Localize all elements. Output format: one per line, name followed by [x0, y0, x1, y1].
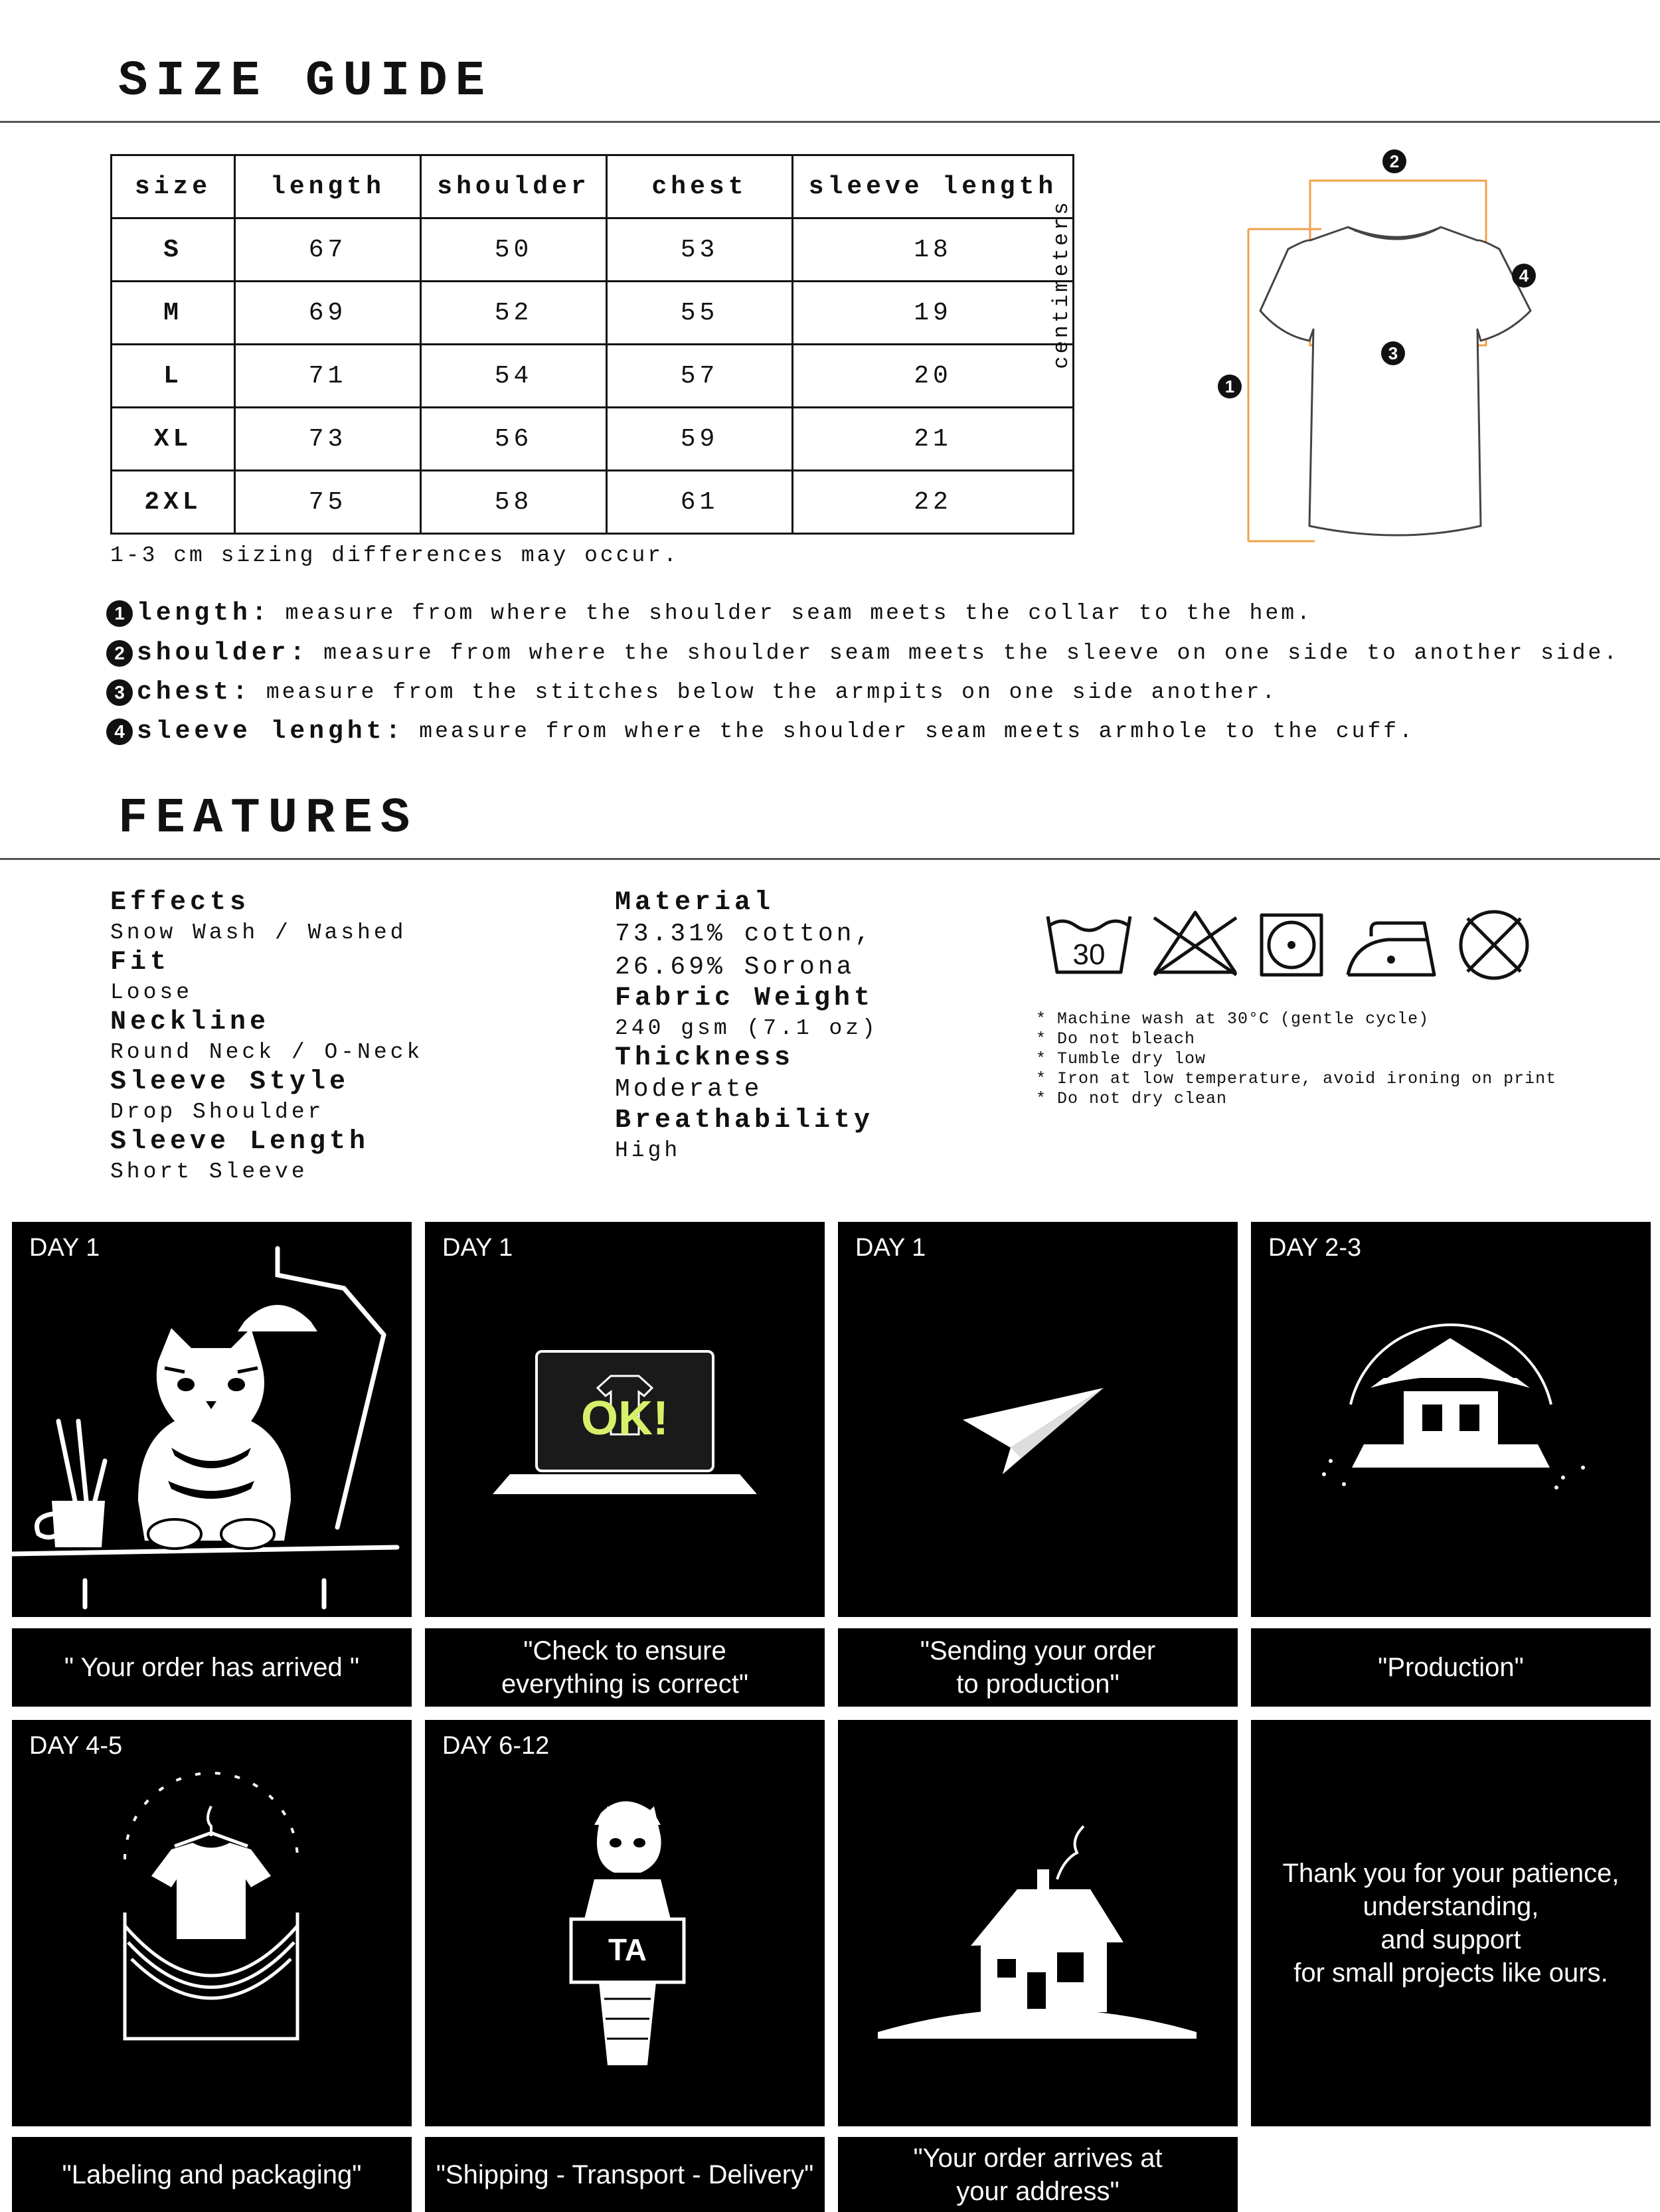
number-badge: 4 [106, 719, 133, 745]
cell-length: 71 [235, 345, 421, 408]
feature-value: Snow Wash / Washed [110, 920, 407, 945]
features-right-column [615, 889, 878, 1166]
feature-label: Thickness [615, 1043, 795, 1073]
number-badge: 1 [106, 600, 133, 627]
tshirt-diagram-icon [1208, 139, 1554, 551]
no-dry-clean-icon [1461, 912, 1527, 978]
table-row [112, 408, 1074, 471]
feature-value: Moderate [615, 1075, 763, 1104]
diagram-marker-1: 1 [1224, 377, 1235, 396]
cell-shoulder: 56 [421, 408, 607, 471]
size-table [110, 154, 1074, 535]
measurement-term: chest: [137, 678, 252, 707]
ok-text: OK! [581, 1392, 669, 1445]
feature-label: Sleeve Style [110, 1067, 350, 1097]
feature-label: Sleeve Length [110, 1127, 370, 1157]
cell-chest: 57 [607, 345, 793, 408]
cell-size: L [112, 345, 235, 408]
cell-chest: 61 [607, 471, 793, 534]
divider [0, 858, 1660, 860]
measurement-text: measure from where the shoulder seam meets the collar to the hem. [285, 601, 1313, 626]
feature-value: 240 gsm (7.1 oz) [615, 1016, 878, 1041]
feature-label: Material [615, 888, 775, 918]
care-item: * Tumble dry low [1036, 1049, 1206, 1068]
cell-size: XL [112, 408, 235, 471]
cell-shoulder: 58 [421, 471, 607, 534]
cat-at-desk-icon [12, 1222, 412, 1617]
cell-sleeve: 22 [793, 471, 1074, 534]
measurement-shoulder [106, 639, 1619, 667]
timeline-step-3 [838, 1222, 1238, 1617]
measurement-text: measure from the stitches below the armpits on one side another. [266, 680, 1278, 705]
table-header-row [112, 155, 1074, 218]
house-icon [838, 1720, 1238, 2126]
day-label: DAY 4-5 [29, 1732, 123, 1760]
cell-shoulder: 50 [421, 218, 607, 282]
measurement-text: measure from where the shoulder seam meets armhole to the cuff. [419, 719, 1415, 744]
header-shoulder: shoulder [421, 155, 607, 218]
header-size: size [112, 155, 235, 218]
cell-chest: 55 [607, 282, 793, 345]
pagoda-icon [1251, 1222, 1651, 1617]
laptop-ok-icon [425, 1222, 825, 1617]
cell-size: S [112, 218, 235, 282]
cell-shoulder: 54 [421, 345, 607, 408]
day-label: DAY 2-3 [1268, 1234, 1362, 1262]
feature-value: Short Sleeve [110, 1159, 308, 1184]
caption-step-3: "Sending your order to production" [838, 1628, 1238, 1707]
day-label: DAY 6-12 [442, 1732, 550, 1760]
caption-step-1: " Your order has arrived " [12, 1628, 412, 1707]
care-item: * Iron at low temperature, avoid ironing on print [1036, 1069, 1557, 1088]
measurement-sleeve [106, 717, 1415, 746]
cell-shoulder: 52 [421, 282, 607, 345]
measurement-text: measure from where the shoulder seam meets the sleeve on one side to another side. [323, 641, 1620, 665]
table-row [112, 471, 1074, 534]
tshirt-hanger-icon [12, 1720, 412, 2126]
table-row [112, 282, 1074, 345]
features-left-column [110, 889, 423, 1187]
paper-plane-icon [838, 1222, 1238, 1617]
box-logo-text: TA [608, 1932, 647, 1967]
feature-value: Drop Shoulder [110, 1100, 325, 1124]
care-instructions [1036, 1009, 1556, 1109]
care-item: * Machine wash at 30°C (gentle cycle) [1036, 1009, 1430, 1029]
cell-size: 2XL [112, 471, 235, 534]
iron-low-icon [1348, 923, 1434, 975]
cell-size: M [112, 282, 235, 345]
divider [0, 121, 1660, 123]
caption-step-4: "Production" [1251, 1628, 1651, 1707]
diagram-marker-4: 4 [1519, 266, 1529, 286]
number-badge: 3 [106, 679, 133, 706]
caption-step-7: "Your order arrives at your address" [838, 2137, 1238, 2212]
thank-you-panel [1251, 1720, 1651, 2126]
features-title: FEATURES [118, 791, 418, 847]
thank-you-text: Thank you for your patience, understanding, and support for small projects like ours. [1282, 1859, 1619, 1988]
feature-value: 26.69% Sorona [615, 953, 855, 981]
measurement-term: length: [137, 599, 271, 628]
feature-value: Loose [110, 980, 193, 1005]
measurement-length [106, 599, 1313, 628]
wash-temp-label: 30 [1072, 938, 1106, 971]
measurement-term: sleeve lenght: [137, 717, 405, 746]
timeline-step-5 [12, 1720, 412, 2126]
timeline-step-2 [425, 1222, 825, 1617]
feature-label: Fabric Weight [615, 983, 874, 1013]
caption-step-5: "Labeling and packaging" [12, 2137, 412, 2212]
timeline-step-7 [838, 1720, 1238, 2126]
number-badge: 2 [106, 640, 133, 667]
diagram-marker-3: 3 [1388, 343, 1398, 363]
feature-value: High [615, 1138, 681, 1163]
cell-sleeve: 20 [793, 345, 1074, 408]
feature-value: 73.31% cotton, [615, 920, 874, 948]
day-label: DAY 1 [855, 1234, 926, 1262]
measurement-chest [106, 678, 1278, 707]
feature-label: Neckline [110, 1007, 270, 1037]
feature-label: Breathability [615, 1106, 874, 1136]
care-icons [1042, 903, 1574, 996]
unit-label: centimeters [1049, 199, 1074, 369]
care-item: * Do not dry clean [1036, 1089, 1228, 1108]
table-row [112, 345, 1074, 408]
header-chest: chest [607, 155, 793, 218]
no-bleach-icon [1154, 912, 1236, 975]
feature-value: Round Neck / O-Neck [110, 1040, 424, 1064]
cell-length: 67 [235, 218, 421, 282]
caption-step-6: "Shipping - Transport - Delivery" [425, 2137, 825, 2212]
feature-label: Fit [110, 948, 171, 978]
cell-length: 73 [235, 408, 421, 471]
care-item: * Do not bleach [1036, 1029, 1196, 1049]
cell-sleeve: 21 [793, 408, 1074, 471]
cell-length: 69 [235, 282, 421, 345]
timeline-step-6 [425, 1720, 825, 2126]
header-length: length [235, 155, 421, 218]
cat-courier-icon [425, 1720, 825, 2126]
cell-sleeve: 18 [793, 218, 1074, 282]
cell-chest: 59 [607, 408, 793, 471]
table-row [112, 218, 1074, 282]
sizing-note: 1-3 cm sizing differences may occur. [110, 543, 679, 568]
cell-sleeve: 19 [793, 282, 1074, 345]
cell-chest: 53 [607, 218, 793, 282]
caption-step-2: "Check to ensure everything is correct" [425, 1628, 825, 1707]
day-label: DAY 1 [29, 1234, 100, 1262]
diagram-marker-2: 2 [1389, 151, 1400, 171]
measurement-term: shoulder: [137, 639, 309, 667]
timeline-step-1 [12, 1222, 412, 1617]
size-guide-title: SIZE GUIDE [118, 54, 493, 110]
header-sleeve-length: sleeve length [793, 155, 1074, 218]
day-label: DAY 1 [442, 1234, 513, 1262]
cell-length: 75 [235, 471, 421, 534]
feature-label: Effects [110, 888, 250, 918]
timeline-step-4 [1251, 1222, 1651, 1617]
